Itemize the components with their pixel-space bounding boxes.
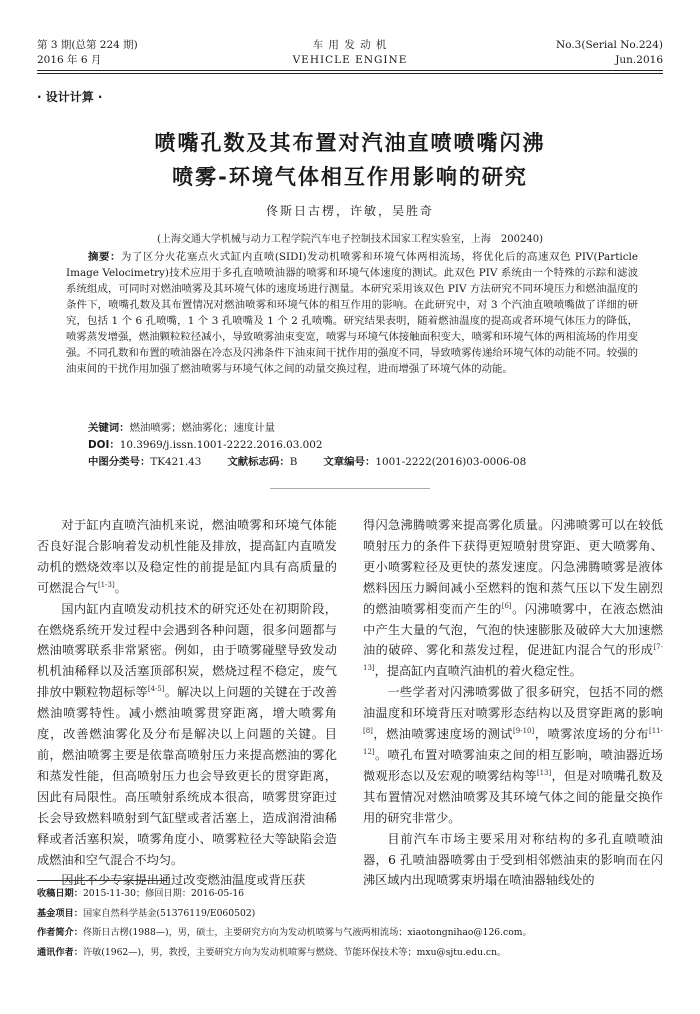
header-rule-top bbox=[37, 70, 663, 71]
keywords bbox=[88, 420, 275, 436]
citation: [8] bbox=[363, 727, 373, 736]
footnote-rule bbox=[37, 880, 167, 881]
article-no-value: 1001-2222(2016)03-0006-08 bbox=[375, 456, 527, 468]
citation: [7-13] bbox=[363, 643, 663, 673]
journal-name-cn: 车 用 发 动 机 bbox=[312, 39, 388, 51]
doc-code-value: B bbox=[289, 456, 298, 468]
footnotes bbox=[37, 884, 667, 962]
doi-label: DOI： bbox=[88, 439, 120, 451]
body-column-right bbox=[363, 515, 663, 891]
classification bbox=[88, 454, 526, 470]
clc-label: 中图分类号： bbox=[88, 456, 151, 468]
journal-issue-right bbox=[556, 38, 663, 68]
footnote-author: 作者简介：佟斯日古楞(1988—)，男，硕士，主要研究方向为发动机喷雾与气液两相流场；xiaotongnihao@126.com。 bbox=[37, 927, 532, 938]
clc-value: TK421.43 bbox=[150, 456, 202, 468]
citation: [4-5] bbox=[147, 685, 165, 694]
article-no-label: 文章编号： bbox=[323, 456, 376, 468]
paragraph: 一些学者对闪沸喷雾做了很多研究，包括不同的燃油温度和环境背压对喷雾形态结构以及贯穿距离的影响[8]，燃油喷雾速度场的测试[9-10]，喷雾浓度场的分布[11-12]。喷孔布置对喷雾油束之间的相互影响，喷油器近场微观形态以及宏观的喷雾结构等[13]，但是对喷嘴孔数及其布置情况对燃油喷雾及其环境气体之间的能量交换作用的研究非常少。 bbox=[363, 685, 664, 825]
footnote-corresponding: 通讯作者：许敏(1962—)，男，教授，主要研究方向为发动机喷雾与燃烧、节能环保技术等；mxu@sjtu.edu.cn。 bbox=[37, 946, 507, 958]
journal-name-en: VEHICLE ENGINE bbox=[292, 54, 408, 66]
footnote-received: 收稿日期：2015-11-30；修回日期：2016-05-16 bbox=[37, 888, 245, 899]
doi bbox=[88, 437, 323, 453]
paragraph: 得闪急沸腾喷雾来提高雾化质量。闪沸喷雾可以在较低喷射压力的条件下获得更短喷射贯穿距、更大喷雾角、更小喷雾粒径及更快的蒸发速度。闪急沸腾喷雾是液体燃料因压力瞬间减小至燃料的饱和蒸气压以下发生剧烈的燃油喷雾相变而产生的[6]。闪沸喷雾中，在液态燃油中产生大量的气泡，气泡的快速膨胀及破碎大大加速燃油的破碎、雾化和蒸发过程，促进缸内混合气的形成[7-13]，提高缸内直喷汽油机的着火稳定性。 bbox=[363, 518, 664, 679]
abstract-label: 摘要： bbox=[88, 251, 121, 263]
paragraph: 对于缸内直喷汽油机来说，燃油喷雾和环境气体能否良好混合影响着发动机性能及排放，提高缸内直喷发动机的燃烧效率以及稳定性的前提是缸内具有高质量的可燃混合气[1-3]。 bbox=[37, 518, 337, 595]
paragraph: 国内缸内直喷发动机技术的研究还处在初期阶段，在燃烧系统开发过程中会遇到各种问题，很多问题都与燃油喷雾联系非常紧密。例如，由于喷雾碰壁导致发动机机油稀释以及活塞顶部积炭，燃烧过程不稳定，废气排放中颗粒物超标等[4-5]。解决以上问题的关键在于改善燃油喷雾特性。减小燃油喷雾贯穿距离，增大喷雾角度，改善燃油雾化及分布是解决以上问题的关键。目前，燃油喷雾主要是依靠高喷射压力来提高燃油的雾化和蒸发性能，但高喷射压力也会导致更长的贯穿距离，因此有局限性。高压喷射系统成本很高，喷雾贯穿距过长会导致燃料喷射到气缸壁或者活塞上，造成润滑油稀释或者活塞积炭，喷雾角度小、喷雾粒径大等缺陷会造成燃油和空气混合不均匀。 bbox=[37, 601, 338, 867]
authors: 佟斯日古楞，许敏，吴胜奇 bbox=[265, 204, 434, 218]
paragraph: 因此不少专家提出通过改变燃油温度或背压获 bbox=[61, 873, 306, 888]
paper-title-line2: 喷雾-环境气体相互作用影响的研究 bbox=[172, 165, 528, 189]
doc-code-label: 文献标志码： bbox=[227, 456, 290, 468]
citation: [1-3] bbox=[97, 580, 115, 589]
citation: [9-10] bbox=[513, 727, 535, 736]
citation: [11-12] bbox=[363, 727, 664, 756]
doi-value: 10.3969/j.issn.1001-2222.2016.03.002 bbox=[119, 439, 323, 451]
issue-date: 2016 年 6 月 bbox=[37, 54, 102, 66]
paragraph: 目前汽车市场主要采用对称结构的多孔直喷喷油器，6 孔喷油器喷雾由于受到相邻燃油束的影响而在闪沸区域内出现喷雾束坍塌在喷油器轴线处的 bbox=[363, 831, 663, 888]
issue-number: 第 3 期(总第 224 期) bbox=[37, 39, 138, 51]
keywords-label: 关键词： bbox=[88, 422, 130, 434]
abstract bbox=[66, 249, 638, 377]
section-label: · 设计计算 · bbox=[37, 90, 103, 104]
abstract-text: 为了区分火花塞点火式缸内直喷(SIDI)发动机喷雾和环境气体两相流场，将优化后的高速双色 PIV(Particle Image Velocimetry)技术应用于多孔直喷喷油器的喷雾和环境气体速度的测试。此双色 PIV 系统由一个特殊的示踪和滤波系统组成，可同时对燃油喷雾及其环境气体的速度场进行测量。本研究采用该双色 PIV 方法研究不同环境压力和燃油温度的条件下，喷嘴孔数及其布置情况对燃油喷雾和环境气体的相互作用的影响。在此研究中，对 3 个汽油直喷喷嘴做了详细的研究，包括 1 个 6 孔喷嘴，1 个 3 孔喷嘴及 1 个 2 孔喷嘴。研究结果表明，随着燃油温度的提高或者环境气体压力的降低，喷雾蒸发增强，燃油颗粒粒径减小，导致喷雾油束变宽，喷雾与环境气体接触面积变大，喷雾和环境气体的两相流场的作用变强。不同孔数和布置的喷油器在冷态及闪沸条件下油束间干扰作用的强度不同，导致喷雾传递给环境气体的动能不同。较强的油束间的干扰作用加强了燃油喷雾与环境气体之间的动量交换过程，进而增强了环境气体的动能。 bbox=[66, 251, 639, 375]
keywords-value: 燃油喷雾；燃油雾化；速度计量 bbox=[129, 422, 276, 434]
citation: [6] bbox=[501, 601, 512, 610]
abstract-divider bbox=[270, 488, 430, 489]
header-rule-bottom bbox=[37, 73, 663, 74]
body-column-left bbox=[37, 515, 337, 891]
issue-date-en: Jun.2016 bbox=[615, 54, 663, 66]
citation: [13] bbox=[536, 768, 552, 777]
issue-number-en: No.3(Serial No.224) bbox=[556, 39, 663, 51]
affiliation: (上海交通大学机械与动力工程学院汽车电子控制技术国家工程实验室，上海 200240) bbox=[157, 234, 543, 245]
footnote-fund: 基金项目：国家自然科学基金(51376119/E060502) bbox=[37, 907, 256, 919]
paper-title-line1: 喷嘴孔数及其布置对汽油直喷喷嘴闪沸 bbox=[154, 131, 546, 155]
